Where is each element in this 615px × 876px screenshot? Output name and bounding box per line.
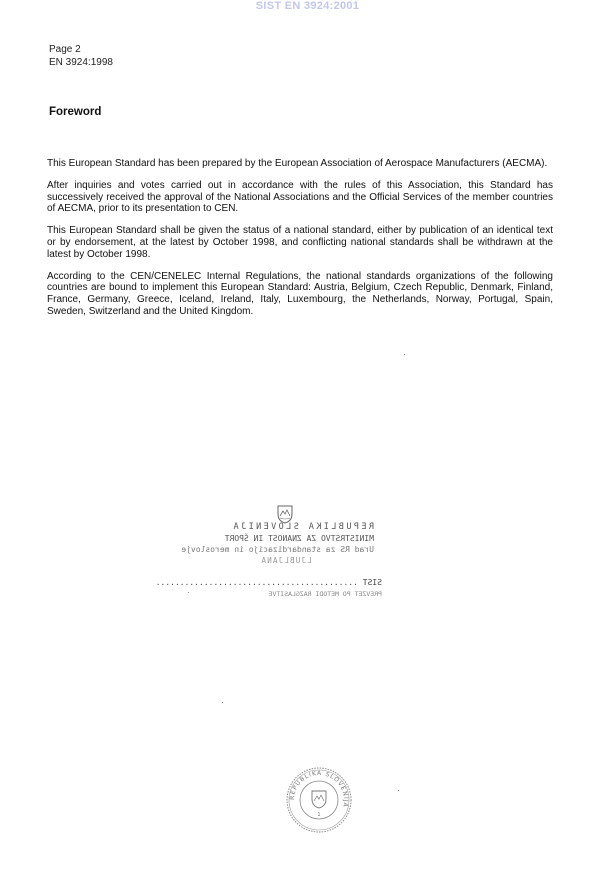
scan-speck — [404, 354, 405, 355]
standard-number: EN 3924:1998 — [49, 56, 113, 68]
paragraph-4: According to the CEN/CENELEC Internal Regulations, the national standards organizations of the following countries are bound to implement this European Standard: Austria, Belgium, Czech Republic, Denmark, Finland, France, Germany, Greece, Iceland, Ireland, Italy, Luxembourg, the Netherlands, Norway, Portugal, Spain, Sweden, Switzerland and the United Kingdom. — [47, 270, 553, 317]
paragraph-3: This European Standard shall be given the status of a national standard, either by publication of an identical text or by endorsement, at the latest by October 1998, and conflicting national standards shall be withdrawn at the latest by October 1998. — [47, 225, 553, 260]
stamp-line-6: PREVZET PO METODI RAZGLASITVE — [268, 590, 382, 598]
stamp-line-3: Urad RS za standardizacijo in meroslovje — [181, 545, 374, 554]
page-number: Page 2 — [49, 44, 81, 55]
stamp-line-1: REPUBLIKA SLOVENIJA — [231, 522, 374, 532]
document-watermark: SIST EN 3924:2001 — [255, 0, 360, 12]
stamp-line-2: MINISTRSTVO ZA ZNANOST IN ŠPORT — [224, 534, 374, 543]
seal-ring-text: REPUBLIKA SLOVENIJA — [288, 769, 350, 809]
coat-of-arms-icon — [276, 504, 294, 524]
seal-inner-label: 1 — [317, 812, 321, 818]
scan-speck — [398, 790, 399, 791]
page-header — [49, 44, 113, 69]
foreword-body — [47, 158, 553, 328]
scan-speck — [222, 702, 223, 703]
official-seal-icon — [285, 766, 353, 834]
stamp-signature-line: SIST .......................................... — [155, 578, 382, 587]
paragraph-2: After inquiries and votes carried out in accordance with the rules of this Association, this Standard has successively received the approval of the National Associations and the Official Services of the member countries of AECMA, prior to its presentation to CEN. — [47, 179, 553, 215]
scan-speck — [188, 592, 189, 593]
section-title: Foreword — [49, 106, 102, 118]
paragraph-1: This European Standard has been prepared by the European Association of Aerospace Manufacturers (AECMA). — [47, 158, 548, 169]
stamp-line-4: LJUBLJANA — [260, 556, 312, 565]
